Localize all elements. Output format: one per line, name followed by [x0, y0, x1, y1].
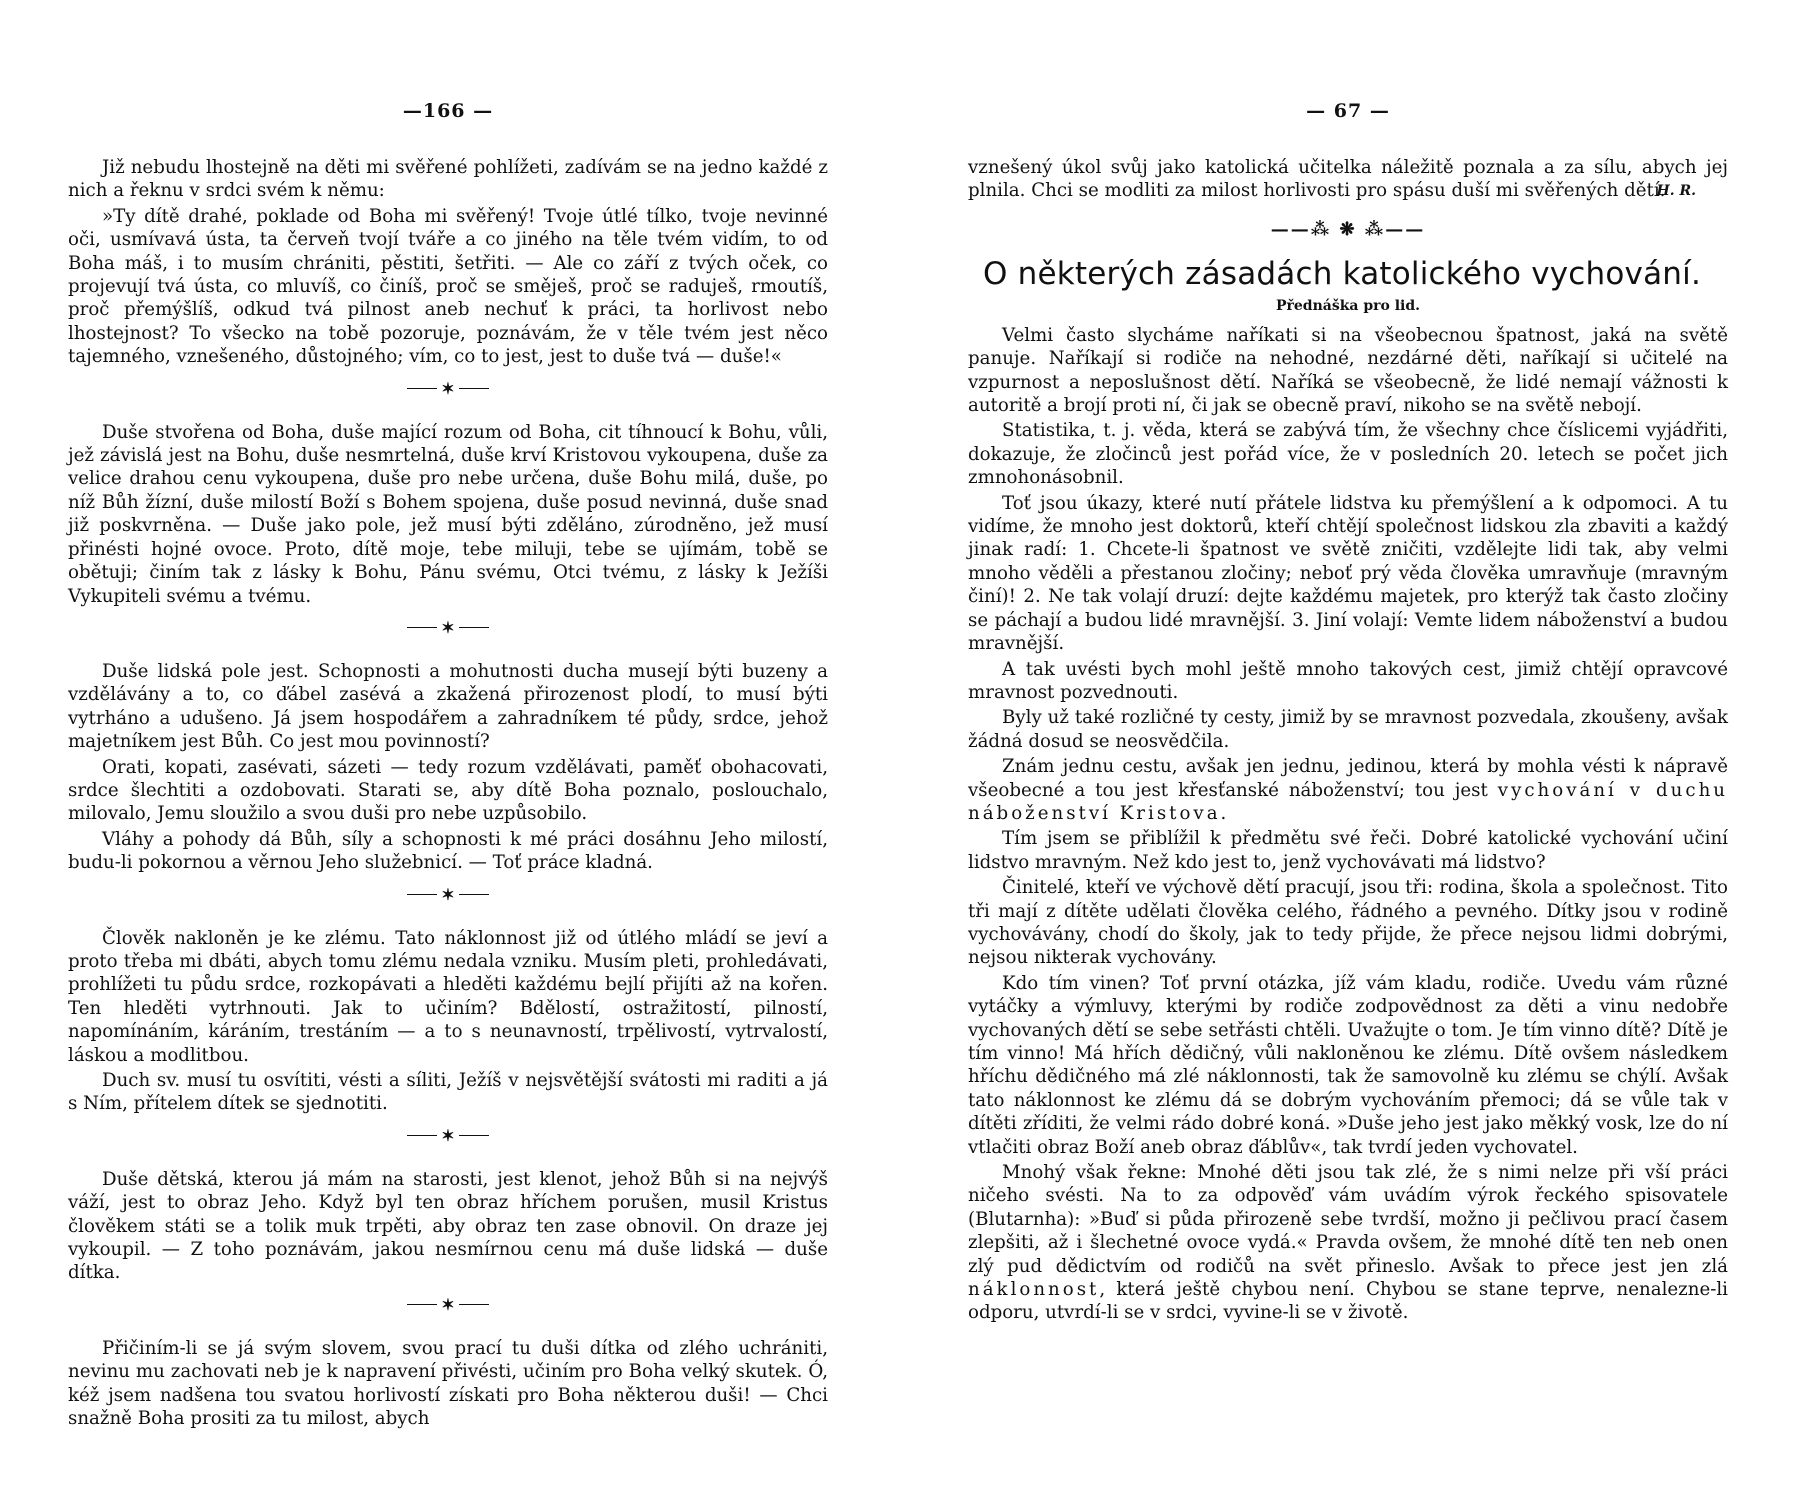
paragraph: Byly už také rozličné ty cesty, jimiž by se mravnost pozvedala, zkoušeny, avšak žádná dosud se neosvědčila. — [968, 707, 1728, 752]
paragraph: Duch sv. musí tu osvítiti, vésti a síliti, Ježíš v nejsvětější svátosti mi raditi a já s Ním, přítelem dítek se sjednotiti. — [68, 1070, 828, 1115]
ornament-divider: ——⁂ ❋ ⁂—— — [1270, 218, 1426, 240]
paragraph-text: Znám jednu cestu, avšak jen jednu, jedinou, která by mohla vésti k nápravě všeobecné a tou jest křesťanské náboženství; tou jest — [968, 756, 1728, 801]
author-initials: H. R. — [1656, 182, 1696, 199]
paragraph: Duše dětská, kterou já mám na starosti, jest klenot, jehož Bůh si na nejvýš váží, jest to obraz Jeho. Když byl ten obraz hříchem porušen, musil Kristus člověkem státi se a tolik muk trpěti, aby obraz ten zase obnovil. On draze jej vykoupil. — Z toho poznávám, jakou nesmírnou cenu má duše lidská — duše dítka. — [68, 1168, 828, 1284]
section-divider: ✶ — [68, 377, 828, 401]
paragraph: »Ty dítě drahé, poklade od Boha mi svěřený! Tvoje útlé tílko, tvoje nevinné oči, usmívavá ústa, ta červeň tvojí tváře a co jiného na těle tvém vidím, to od Boha máš, i to musím chrániti, pěstiti, šetřiti. — Ale co září z tvých oček, co projevují tvá ústa, co mluvíš, co činíš, proč se směješ, proč se raduješ, rmoutíš, proč přemýšlíš, odkud tvá pilnost aneb nechuť k práci, ta horlivost nebo lhostejnost? To všecko na tobě pozoruje, poznávám, že v těle tvém jest něco tajemného, vznešeného, důstojného; vím, co to jest, jest to duše tvá — duše!« — [68, 205, 828, 368]
paragraph: vznešený úkol svůj jako katolická učitelka náležitě poznala a za sílu, abych jej plnila. Chci se modliti za milost horlivosti pro spásu duší mi svěřených dětí. — [968, 157, 1728, 202]
article-title: O některých zásadách katolického vychování. — [982, 255, 1701, 292]
left-page — [68, 100, 828, 1432]
spaced-emphasis: vychování v duchu náboženství Kristova. — [968, 779, 1729, 824]
section-divider: ✶ — [68, 1124, 828, 1148]
paragraph: A tak uvésti bych mohl ještě mnoho takových cest, jimiž chtějí opravcové mravnost pozvednouti. — [968, 658, 1728, 703]
paragraph: Kdo tím vinen? Toť první otázka, jíž vám kladu, rodiče. Uvedu vám různé vytáčky a výmluvy, kterými by rodiče zodpovědnost za děti a vinu nedobře vychovaných dětí se sebe setřásti chtěli. Uvažujte o tom. Je tím vinno dítě? Dítě je tím vinno! Má hřích dědičný, vůli nakloněnou ke zlému. Dítě ovšem následkem hříchu dědičného má zlé náklonnosti, tak že samovolně ku zlému se chýlí. Avšak tato náklonnost ke zlému dá se dobrým vychováním přemoci; dá se vůle tak v dítěti zříditi, že velmi rádo dobré koná. »Duše jeho jest jako měkký vosk, lze do ní vtlačiti obraz Boží aneb obraz ďáblův«, tak tvrdí jeden vychovatel. — [968, 972, 1728, 1158]
right-page — [968, 100, 1728, 1327]
paragraph: Toť jsou úkazy, které nutí přátele lidstva ku přemýšlení a k odpomoci. A tu vidíme, že mnoho jest doktorů, kteří chtějí společnost lidskou zla zbaviti a každý jinak radí: 1. Chcete-li špatnost ve světě zničiti, vzdělejte lidi tak, aby velmi mnoho věděli a přestanou zločiny; neboť prý věda člověka umravňuje (mravným činí)! 2. Ne tak volají druzí: dejte každému majetek, pro kterýž tak často zločiny se páchají a budou lidé mravnější. 3. Jiní volají: Vemte lidem náboženství a budou mravnější. — [968, 492, 1728, 655]
paragraph: Vláhy a pohody dá Bůh, síly a schopnosti k mé práci dosáhnu Jeho milostí, budu-li pokornou a věrnou Jeho služebnicí. — Toť práce kladná. — [68, 828, 828, 874]
page-number-left: —166 — — [402, 100, 494, 122]
article-subtitle: Přednáška pro lid. — [1275, 297, 1421, 314]
paragraph: Činitelé, kteří ve výchově dětí pracují, jsou tři: rodina, škola a společnost. Tito tři mají z dítěte udělati člověka celého, řádného a pevného. Dítky jsou v rodině vychovávány, chodí do školy, jak to tedy přijde, že přece nejsou lidmi dobrými, nejsou nikterak vychovány. — [968, 877, 1728, 969]
section-divider: ✶ — [68, 883, 828, 907]
section-divider: ✶ — [68, 1293, 828, 1317]
paragraph-text: , která ještě chybou není. Chybou se stane teprve, nenalezne-li odporu, utvrdí-li se v srdci, vyvine-li se v životě. — [968, 1279, 1728, 1324]
paragraph: Velmi často slycháme naříkati si na všeobecnou špatnost, jaká na světě panuje. Naříkají si rodiče na nehodné, nezdárné děti, naříkají si učitelé na vzpurnost a neposlušnost dětí. Naříká se všeobecně, že lidé nemají vážnosti k autoritě a brojí proti ní, či jak se obecně praví, nikoho se na světě nebojí. — [968, 324, 1728, 417]
page-number-right: — 67 — — [1306, 100, 1390, 122]
paragraph: Tím jsem se přiblížil k předmětu své řeči. Dobré katolické vychování učiní lidstvo mravným. Než kdo jest to, jenž vychovávati má lidstvo? — [968, 828, 1728, 873]
spaced-emphasis: náklonnost — [968, 1279, 1100, 1301]
paragraph: Člověk nakloněn je ke zlému. Tato náklonnost již od útlého mládí se jeví a proto třeba mi dbáti, abych tomu zlému nedala vzniku. Musím pleti, prohledávati, prohlížeti tu půdu srdce, rozkopávati a hleděti každému bejlí přijíti až na kořen. Ten hleděti vytrhnouti. Jak to učiním? Bdělostí, ostražitostí, pilností, napomínáním, káráním, trestáním — a to s neunavností, trpělivostí, vytrvalostí, láskou a modlitbou. — [68, 927, 828, 1066]
paragraph: Již nebudu lhostejně na děti mi svěřené pohlížeti, zadívám se na jedno každé z nich a řeknu v srdci svém k němu: — [68, 157, 828, 202]
paragraph: Duše stvořena od Boha, duše mající rozum od Boha, cit tíhnoucí k Bohu, vůli, jež závislá jest na Bohu, duše nesmrtelná, duše krví Kristovou vykoupena, duše za velice drahou cenu vykoupena, duše pro nebe určena, duše Bohu milá, duše, po níž Bůh žízní, duše milostí Boží s Bohem spojena, duše posud nevinná, duše snad již poskvrněna. — Duše jako pole, jež musí býti zděláno, zúrodněno, jež musí přinésti hojné ovoce. Proto, dítě moje, tebe miluji, tebe se ujímám, tobě se obětuji; činím tak z lásky k Bohu, Pánu svému, Otci tvému, z lásky k Ježíši Vykupiteli svému a tvému. — [68, 421, 828, 607]
paragraph: Statistika, t. j. věda, která se zabývá tím, že všechny chce číslicemi vyjádřiti, dokazuje, že zločinců jest pořád více, že v posledních 20. letech se počet jich zmnohonásobnil. — [968, 420, 1728, 489]
paragraph-text: Mnohý však řekne: Mnohé děti jsou tak zlé, že s nimi nelze při vší práci ničeho svésti. Na to za odpověď vám uvádím výrok řeckého spisovatele (Blutarnha): »Buď si půda přirozeně sebe tvrdší, možno ji pečlivou prací časem zlepšiti, až i šlechetné ovoce vydá.« Pravda ovšem, že mnohé dítě ten neb onen zlý pud dědictvím od rodičů na svět přineslo. Avšak to přece jest jen zlá — [968, 1162, 1728, 1277]
paragraph: Duše lidská pole jest. Schopnosti a mohutnosti ducha musejí býti buzeny a vzdělávány a to, co ďábel zasévá a zkažená přirozenost plodí, to musí býti vytrháno a udušeno. Já jsem hospodářem a zahradníkem té půdy, srdce, jehož majetníkem jest Bůh. Co jest mou povinností? — [68, 660, 828, 753]
paragraph: Orati, kopati, zasévati, sázeti — tedy rozum vzdělávati, paměť obohacovati, srdce šlechtiti a ozdobovati. Starati se, aby dítě Boha poznalo, poslouchalo, milovalo, Jemu sloužilo a svou duši pro nebe uzpůsobilo. — [68, 756, 828, 825]
paragraph: Přičiním-li se já svým slovem, svou prací tu duši dítka od zlého uchrániti, nevinu mu zachovati neb je k napravení přivésti, učiním pro Boha velký skutek. Ó, kéž jsem nadšena tou svatou horlivostí získati pro Boha některou duši! — Chci snažně Boha prositi za tu milost, abych — [68, 1337, 828, 1430]
section-divider: ✶ — [68, 616, 828, 640]
paragraph — [968, 1161, 1728, 1325]
paragraph — [968, 755, 1728, 825]
